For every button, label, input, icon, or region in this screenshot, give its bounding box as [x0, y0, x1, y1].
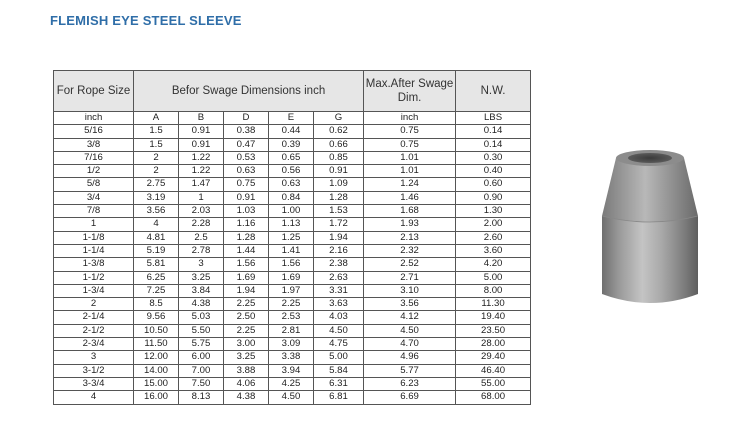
table-cell: 4.70 [364, 338, 456, 351]
table-cell: 2.25 [224, 324, 269, 337]
table-cell: 1.09 [314, 178, 364, 191]
page-title: FLEMISH EYE STEEL SLEEVE [50, 13, 242, 28]
table-cell: 28.00 [456, 338, 531, 351]
table-cell: 2.53 [269, 311, 314, 324]
table-row [54, 364, 531, 377]
table-cell: 2.00 [456, 218, 531, 231]
table-cell: 8.5 [134, 298, 179, 311]
table-cell: 7.00 [179, 364, 224, 377]
table-cell: 2-3/4 [54, 338, 134, 351]
table-cell: 1 [54, 218, 134, 231]
table-cell: 1.28 [224, 231, 269, 244]
unit-cell: LBS [456, 112, 531, 125]
table-cell: 1.94 [224, 284, 269, 297]
table-cell: 4.12 [364, 311, 456, 324]
table-cell: 1.22 [179, 151, 224, 164]
table-cell: 0.14 [456, 125, 531, 138]
table-cell: 11.50 [134, 338, 179, 351]
table-cell: 2.52 [364, 258, 456, 271]
table-cell: 0.75 [364, 138, 456, 151]
unit-cell: D [224, 112, 269, 125]
unit-cell: E [269, 112, 314, 125]
table-cell: 1-1/8 [54, 231, 134, 244]
table-cell: 1.03 [224, 205, 269, 218]
table-cell: 1.68 [364, 205, 456, 218]
table-cell: 0.91 [314, 165, 364, 178]
table-cell: 1 [179, 191, 224, 204]
table-row [54, 151, 531, 164]
table-cell: 68.00 [456, 391, 531, 404]
header-net-weight: N.W. [456, 71, 531, 112]
table-cell: 4.06 [224, 377, 269, 390]
table-cell: 1.56 [269, 258, 314, 271]
table-cell: 4.20 [456, 258, 531, 271]
table-cell: 0.91 [179, 125, 224, 138]
table-cell: 9.56 [134, 311, 179, 324]
table-cell: 14.00 [134, 364, 179, 377]
table-cell: 6.00 [179, 351, 224, 364]
table-cell: 1.5 [134, 125, 179, 138]
table-cell: 5.77 [364, 364, 456, 377]
unit-cell: inch [54, 112, 134, 125]
table-cell: 3/8 [54, 138, 134, 151]
table-row [54, 191, 531, 204]
table-cell: 1/2 [54, 165, 134, 178]
table-cell: 3/4 [54, 191, 134, 204]
table-cell: 5/8 [54, 178, 134, 191]
unit-cell: A [134, 112, 179, 125]
table-cell: 0.75 [364, 125, 456, 138]
table-cell: 5.75 [179, 338, 224, 351]
table-cell: 1.25 [269, 231, 314, 244]
unit-cell: G [314, 112, 364, 125]
table-cell: 0.44 [269, 125, 314, 138]
table-row [54, 178, 531, 191]
table-cell: 1.46 [364, 191, 456, 204]
table-cell: 4.50 [364, 324, 456, 337]
table-cell: 4.50 [314, 324, 364, 337]
table-cell: 46.40 [456, 364, 531, 377]
table-cell: 1-3/8 [54, 258, 134, 271]
table-cell: 1.01 [364, 151, 456, 164]
table-cell: 4 [54, 391, 134, 404]
table-cell: 12.00 [134, 351, 179, 364]
table-cell: 1.69 [269, 271, 314, 284]
table-cell: 29.40 [456, 351, 531, 364]
table-cell: 1.5 [134, 138, 179, 151]
table-cell: 0.66 [314, 138, 364, 151]
table-cell: 6.69 [364, 391, 456, 404]
table-cell: 3-3/4 [54, 377, 134, 390]
table-cell: 1.01 [364, 165, 456, 178]
table-row [54, 324, 531, 337]
table-row [54, 231, 531, 244]
table-cell: 0.63 [224, 165, 269, 178]
table-cell: 3.10 [364, 284, 456, 297]
table-cell: 2.28 [179, 218, 224, 231]
table-cell: 3.25 [224, 351, 269, 364]
table-cell: 1.53 [314, 205, 364, 218]
table-cell: 5.84 [314, 364, 364, 377]
dimensions-table [53, 70, 531, 405]
table-cell: 0.14 [456, 138, 531, 151]
table-cell: 6.23 [364, 377, 456, 390]
table-cell: 2.25 [269, 298, 314, 311]
table-cell: 1.72 [314, 218, 364, 231]
table-cell: 1.97 [269, 284, 314, 297]
table-cell: 0.60 [456, 178, 531, 191]
table-cell: 5.03 [179, 311, 224, 324]
table-cell: 3.31 [314, 284, 364, 297]
table-cell: 3.09 [269, 338, 314, 351]
table-cell: 4.03 [314, 311, 364, 324]
table-cell: 3.56 [134, 205, 179, 218]
table-cell: 5.00 [456, 271, 531, 284]
header-max-after-swage: Max.After Swage Dim. [364, 71, 456, 112]
table-cell: 1-1/2 [54, 271, 134, 284]
table-cell: 5/16 [54, 125, 134, 138]
table-cell: 3.63 [314, 298, 364, 311]
table-cell: 1.00 [269, 205, 314, 218]
table-cell: 2.81 [269, 324, 314, 337]
table-cell: 3.38 [269, 351, 314, 364]
table-cell: 4.50 [269, 391, 314, 404]
table-cell: 2.25 [224, 298, 269, 311]
table-cell: 1.24 [364, 178, 456, 191]
table-cell: 1.16 [224, 218, 269, 231]
table-row [54, 311, 531, 324]
steel-sleeve-image [598, 146, 702, 306]
table-cell: 0.53 [224, 151, 269, 164]
table-row [54, 377, 531, 390]
table-cell: 0.39 [269, 138, 314, 151]
table-cell: 0.84 [269, 191, 314, 204]
table-cell: 3.88 [224, 364, 269, 377]
table-cell: 5.50 [179, 324, 224, 337]
table-cell: 1.93 [364, 218, 456, 231]
table-row [54, 218, 531, 231]
table-cell: 7.25 [134, 284, 179, 297]
table-cell: 6.81 [314, 391, 364, 404]
table-cell: 4.81 [134, 231, 179, 244]
table-cell: 0.40 [456, 165, 531, 178]
table-cell: 3.84 [179, 284, 224, 297]
table-cell: 0.62 [314, 125, 364, 138]
table-row [54, 205, 531, 218]
table-cell: 4.75 [314, 338, 364, 351]
table-cell: 1.22 [179, 165, 224, 178]
header-swage-dimensions: Befor Swage Dimensions inch [134, 71, 364, 112]
header-rope-size: For Rope Size [54, 71, 134, 112]
table-cell: 16.00 [134, 391, 179, 404]
table-row [54, 284, 531, 297]
table-cell: 10.50 [134, 324, 179, 337]
table-cell: 5.81 [134, 258, 179, 271]
table-cell: 2 [134, 165, 179, 178]
table-row [54, 258, 531, 271]
table-cell: 3 [179, 258, 224, 271]
table-cell: 4.38 [179, 298, 224, 311]
table-cell: 2 [54, 298, 134, 311]
table-cell: 3.25 [179, 271, 224, 284]
table-cell: 0.91 [224, 191, 269, 204]
table-cell: 2.5 [179, 231, 224, 244]
table-cell: 4.96 [364, 351, 456, 364]
table-cell: 0.63 [269, 178, 314, 191]
table-cell: 8.13 [179, 391, 224, 404]
table-row [54, 271, 531, 284]
table-cell: 4.38 [224, 391, 269, 404]
table-header-row [54, 71, 531, 112]
table-cell: 2-1/4 [54, 311, 134, 324]
table-cell: 3 [54, 351, 134, 364]
table-cell: 3.60 [456, 244, 531, 257]
table-cell: 2.71 [364, 271, 456, 284]
table-cell: 2.63 [314, 271, 364, 284]
table-cell: 3-1/2 [54, 364, 134, 377]
table-cell: 0.38 [224, 125, 269, 138]
table-row [54, 391, 531, 404]
table-cell: 7/16 [54, 151, 134, 164]
table-cell: 1.44 [224, 244, 269, 257]
table-cell: 3.19 [134, 191, 179, 204]
table-cell: 0.65 [269, 151, 314, 164]
table-cell: 1.41 [269, 244, 314, 257]
table-cell: 1-1/4 [54, 244, 134, 257]
table-cell: 23.50 [456, 324, 531, 337]
table-cell: 1.69 [224, 271, 269, 284]
unit-cell: inch [364, 112, 456, 125]
table-cell: 19.40 [456, 311, 531, 324]
table-cell: 11.30 [456, 298, 531, 311]
table-cell: 4.25 [269, 377, 314, 390]
table-cell: 2.03 [179, 205, 224, 218]
table-cell: 3.00 [224, 338, 269, 351]
table-units-row [54, 112, 531, 125]
table-row [54, 338, 531, 351]
table-cell: 5.19 [134, 244, 179, 257]
table-cell: 0.47 [224, 138, 269, 151]
table-cell: 8.00 [456, 284, 531, 297]
table-cell: 6.31 [314, 377, 364, 390]
table-cell: 0.90 [456, 191, 531, 204]
table-cell: 2.32 [364, 244, 456, 257]
table-cell: 1.28 [314, 191, 364, 204]
table-cell: 2.60 [456, 231, 531, 244]
table-cell: 3.94 [269, 364, 314, 377]
table-cell: 1.13 [269, 218, 314, 231]
table-cell: 1.94 [314, 231, 364, 244]
table-cell: 1.47 [179, 178, 224, 191]
table-cell: 3.56 [364, 298, 456, 311]
table-row [54, 138, 531, 151]
table-cell: 6.25 [134, 271, 179, 284]
table-row [54, 298, 531, 311]
table-cell: 1.56 [224, 258, 269, 271]
table-body [54, 125, 531, 404]
table-cell: 0.85 [314, 151, 364, 164]
table-row [54, 165, 531, 178]
table-cell: 1.30 [456, 205, 531, 218]
table-cell: 7.50 [179, 377, 224, 390]
table-row [54, 125, 531, 138]
table-cell: 2.38 [314, 258, 364, 271]
table-cell: 2-1/2 [54, 324, 134, 337]
table-cell: 0.91 [179, 138, 224, 151]
table-cell: 2.16 [314, 244, 364, 257]
unit-cell: B [179, 112, 224, 125]
table-cell: 4 [134, 218, 179, 231]
table-cell: 2 [134, 151, 179, 164]
table-cell: 55.00 [456, 377, 531, 390]
table-cell: 2.13 [364, 231, 456, 244]
table-cell: 0.75 [224, 178, 269, 191]
table-cell: 7/8 [54, 205, 134, 218]
table-row [54, 244, 531, 257]
table-cell: 0.56 [269, 165, 314, 178]
table-cell: 0.30 [456, 151, 531, 164]
table-cell: 1-3/4 [54, 284, 134, 297]
table-cell: 2.50 [224, 311, 269, 324]
table-row [54, 351, 531, 364]
table-cell: 15.00 [134, 377, 179, 390]
table-cell: 2.78 [179, 244, 224, 257]
table-cell: 2.75 [134, 178, 179, 191]
table-cell: 5.00 [314, 351, 364, 364]
